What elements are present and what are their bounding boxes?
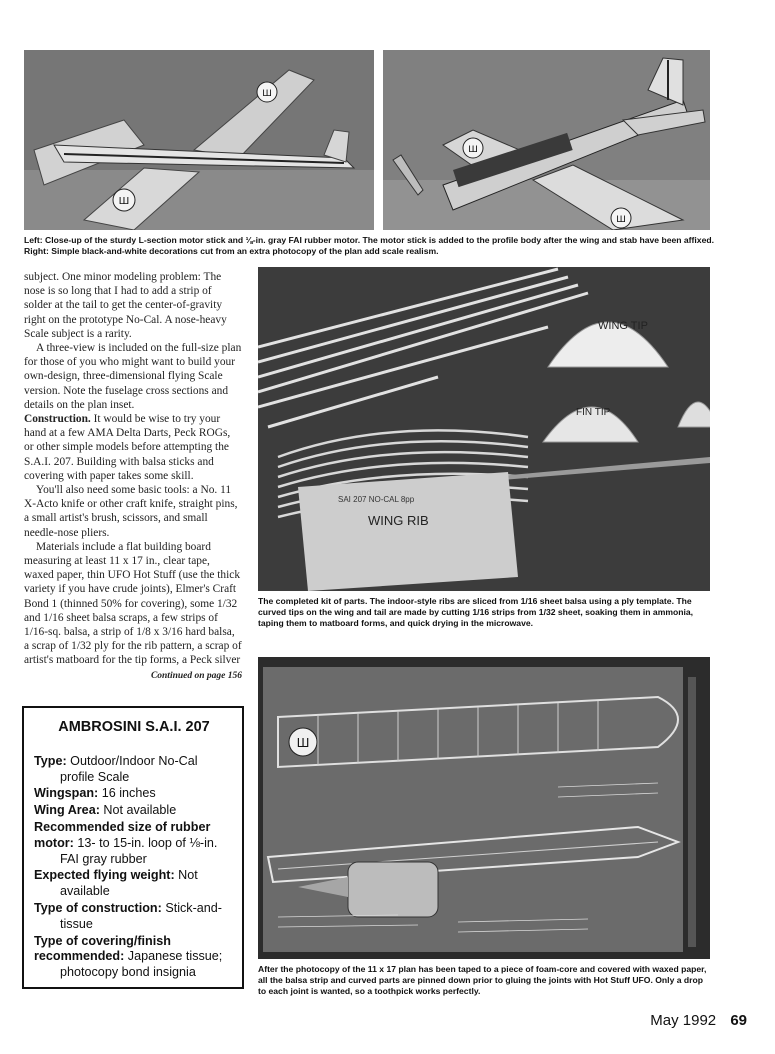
svg-text:Ш: Ш — [262, 89, 272, 99]
svg-text:Ш: Ш — [118, 196, 130, 207]
paragraph: subject. One minor modeling problem: The nose is so long that I had to add a strip of solder at the tail to get the center-of-gravity right on the prototype No-Cal. A nose-heavy Scale subject is a rarity. — [24, 271, 227, 340]
paragraph: You'll also need some basic tools: a No. 11 X-Acto knife or other craft knife, straight pins, a small artist's brush, scissors, and small needle-nose pliers. — [24, 484, 238, 539]
spec-title: AMBROSINI S.A.I. 207 — [58, 719, 210, 735]
paragraph: Materials include a flat building board measuring at least 11 x 17 in., clear tape, waxed paper, thin UFO Hot Stuff (use the thick variety if you have crude joints), Elmer's Craft Bond 1 (thinned 50% for covering), some 1/32 and 1/16 sheet balsa scraps, a few strips of 1/16-sq. balsa, a strip of 1/8 x 3/16 hard balsa, a scrap of 1/32 ply for the rib pattern, a scrap of artist's matboard for the tip forms, a Peck silver — [24, 540, 242, 667]
spec-wing-area: Wing Area: Not available — [34, 803, 177, 818]
spec-type: Type: Outdoor/Indoor No-Cal profile Scale — [34, 753, 198, 784]
caption-bottom: After the photocopy of the 11 x 17 plan has been taped to a piece of foam-core and covered with waxed paper, all the balsa strip and curved parts are pinned down prior to gluing the joints with Hot Stuff UFO. Only a drop to each joint is wanted, so a toothpick works perfectly. — [258, 964, 707, 996]
plan-illustration — [258, 657, 710, 959]
paragraph-construction: Construction. It would be wise to try your hand at a few AMA Delta Darts, Peck ROGs, or other simple models before attempting the S.A.I. 207. Building with balsa sticks and covering with paper takes some skill. — [24, 413, 231, 482]
svg-text:Ш: Ш — [616, 215, 626, 225]
caption-middle: The completed kit of parts. The indoor-style ribs are sliced from 1/16 sheet balsa using a ply template. The curved tips on the wing and tail are made by cutting 1/16 strips from 1/32 sheet, soaking them in ammonia, taping them to matboard forms, and quick drying in the microwave. — [258, 596, 694, 628]
spec-construction: Type of construction: Stick-and- tissue — [34, 900, 223, 931]
rib-note-label: SAI 207 NO-CAL 8pp — [338, 495, 415, 504]
caption-top: Left: Close-up of the sturdy L-section motor stick and ⅛-in. gray FAI rubber motor. The motor stick is added to the profile body after the wing and stab have been affixed. Right: Simple black-and-white decorations cut from an extra photocopy of the plan add scale realism. — [24, 235, 714, 256]
fin-tip-label: FIN TIP — [576, 407, 611, 418]
wing-rib-label: WING RIB — [368, 513, 429, 528]
construction-heading: Construction. — [24, 413, 91, 426]
spec-rubber-motor: Recommended size of rubber motor: 13- to 15-in. loop of ⅛-in. FAI gray rubber — [34, 819, 218, 866]
kit-parts-illustration — [258, 267, 710, 591]
paragraph: A three-view is included on the full-size plan for those of you who might want to build your own-design, three-dimensional flying Scale version. Note the fuselage cross sections and details on the plan inset. — [24, 342, 242, 411]
decorated-airplane-illustration — [383, 50, 710, 230]
spec-flying-weight: Expected flying weight: Not available — [34, 868, 198, 899]
page-number: 69 — [730, 1012, 747, 1029]
wing-tip-label: WING TIP — [598, 320, 648, 332]
photo-plan-building-board — [258, 657, 710, 959]
photo-kit-of-parts — [258, 267, 710, 591]
photo-decorated-airplane — [383, 50, 710, 230]
svg-text:Ш: Ш — [296, 736, 310, 750]
continued-note: Continued on page 156 — [150, 670, 242, 681]
svg-text:Ш: Ш — [468, 145, 478, 155]
spec-box — [22, 706, 244, 989]
photo-motor-stick-closeup — [24, 50, 374, 230]
airplane-closeup-illustration — [24, 50, 374, 230]
article-body — [24, 270, 242, 683]
issue-date: May 1992 — [650, 1012, 717, 1029]
page-footer — [650, 1012, 747, 1029]
spec-wingspan: Wingspan: 16 inches — [34, 786, 156, 801]
spec-covering: Type of covering/finish recommended: Japanese tissue; photocopy bond insignia — [34, 933, 223, 980]
